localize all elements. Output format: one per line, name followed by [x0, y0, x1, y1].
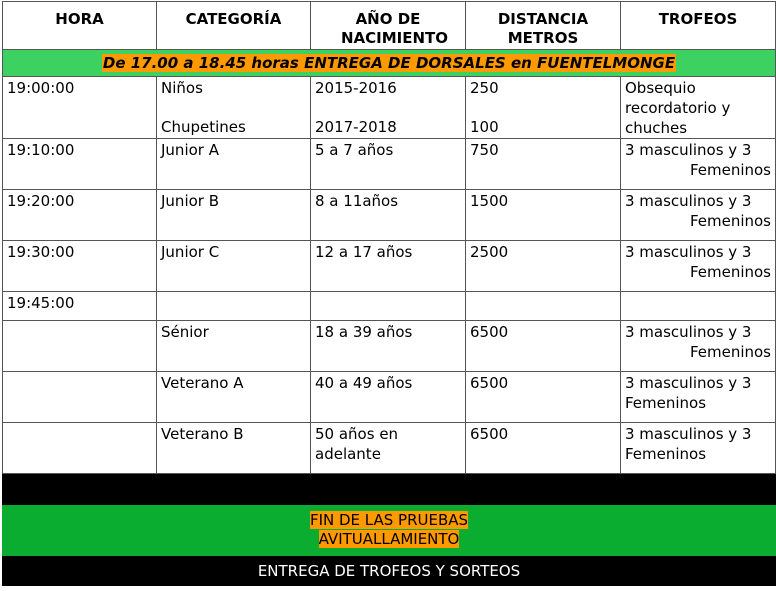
cell-anio: 18 a 39 años	[311, 321, 466, 372]
cell-trofeos-sub: Femeninos	[625, 394, 707, 412]
cell-distancia-sub: 100	[470, 118, 499, 136]
cell-categoria: Junior B	[157, 190, 311, 241]
cell-distancia: 2500	[466, 241, 621, 292]
table-row	[3, 190, 776, 241]
cell-trofeos: 3 masculinos y 3	[625, 192, 752, 210]
cell-hora: 19:20:00	[3, 190, 157, 241]
cell-hora: 19:00:00	[3, 77, 157, 139]
cell-anio: 5 a 7 años	[311, 139, 466, 190]
cell-distancia: 750	[466, 139, 621, 190]
cell-trofeos-sub: Femeninos	[689, 343, 771, 361]
avituallamiento-text: AVITUALLAMIENTO	[318, 530, 460, 548]
header-hora: HORA	[3, 2, 157, 50]
cell-distancia: 6500	[466, 321, 621, 372]
cell-categoria: Veterano A	[157, 372, 311, 423]
fin-text: FIN DE LAS PRUEBAS	[309, 511, 469, 529]
table-row	[3, 372, 776, 423]
cell-hora: 19:45:00	[3, 292, 157, 321]
cell-categoria: Junior C	[157, 241, 311, 292]
cell-categoria: Sénior	[157, 321, 311, 372]
cell-anio-sub: 2017-2018	[315, 118, 397, 136]
cell-anio: 8 a 11años	[311, 190, 466, 241]
cell-categoria: Niños	[161, 79, 203, 97]
cell-distancia: 6500	[466, 423, 621, 474]
table-row	[3, 77, 776, 139]
cell-trofeos-sub: Femeninos	[689, 263, 771, 281]
entrega-text: ENTREGA DE TROFEOS Y SORTEOS	[3, 556, 776, 586]
cell-trofeos: 3 masculinos y 3	[625, 141, 752, 159]
banner-text: De 17.00 a 18.45 horas ENTREGA DE DORSALES en FUENTELMONGE	[102, 54, 676, 72]
table-row	[3, 292, 776, 321]
cell-trofeos: 3 masculinos y 3	[625, 323, 752, 341]
header-trofeos: TROFEOS	[621, 2, 776, 50]
cell-anio: 2015-2016	[315, 79, 397, 97]
cell-distancia: 6500	[466, 372, 621, 423]
header-anio: AÑO DE NACIMIENTO	[311, 2, 466, 50]
cell-hora: 19:30:00	[3, 241, 157, 292]
cell-trofeos: Obsequio recordatorio y chuches	[621, 77, 776, 139]
table-row	[3, 321, 776, 372]
cell-trofeos-sub: Femeninos	[689, 161, 771, 179]
table-row	[3, 139, 776, 190]
cell-hora: 19:10:00	[3, 139, 157, 190]
cell-trofeos: 3 masculinos y 3	[625, 243, 752, 261]
fin-row	[3, 505, 776, 556]
entrega-row	[3, 556, 776, 586]
header-categoria: CATEGORÍA	[157, 2, 311, 50]
cell-categoria: Junior A	[157, 139, 311, 190]
cell-trofeos-sub: Femeninos	[689, 212, 771, 230]
cell-trofeos: 3 masculinos y 3	[625, 374, 752, 392]
cell-trofeos: 3 masculinos y 3	[625, 425, 752, 443]
schedule-table	[2, 1, 776, 586]
cell-distancia: 250	[470, 79, 499, 97]
cell-anio: 50 años en adelante	[311, 423, 466, 474]
table-row	[3, 241, 776, 292]
cell-distancia: 1500	[466, 190, 621, 241]
cell-anio: 12 a 17 años	[311, 241, 466, 292]
header-distancia: DISTANCIA METROS	[466, 2, 621, 50]
cell-categoria: Veterano B	[157, 423, 311, 474]
table-row	[3, 423, 776, 474]
banner-row	[3, 50, 776, 77]
separator-row	[3, 474, 776, 505]
cell-trofeos-sub: Femeninos	[625, 445, 707, 463]
cell-anio: 40 a 49 años	[311, 372, 466, 423]
header-row	[3, 2, 776, 50]
cell-categoria-sub: Chupetines	[161, 118, 246, 136]
